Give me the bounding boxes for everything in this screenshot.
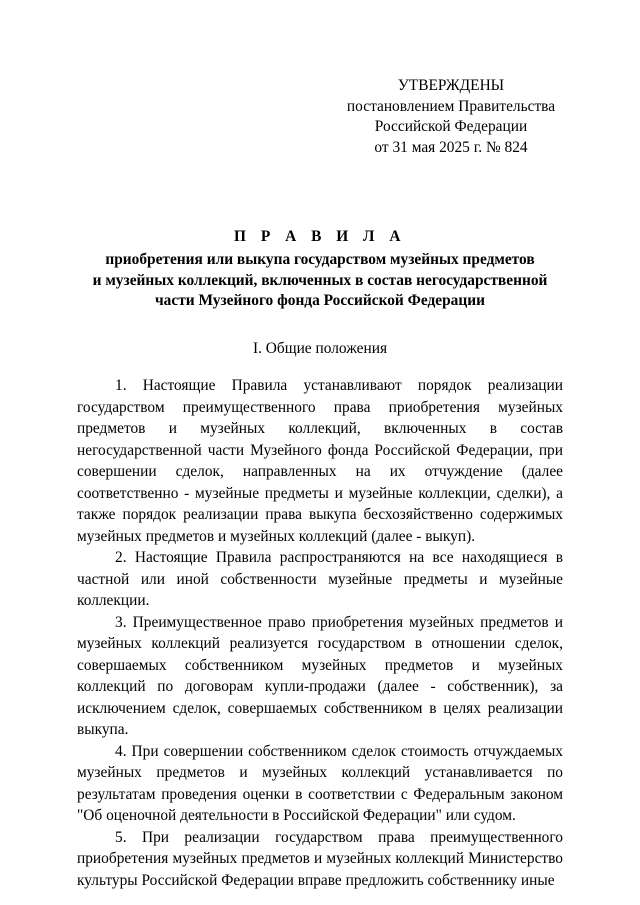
document-title: П Р А В И Л А xyxy=(234,228,406,245)
approval-stamp xyxy=(320,76,582,158)
approval-line-2: Российской Федерации xyxy=(374,118,528,135)
section-heading: I. Общие положения xyxy=(252,340,388,357)
paragraph-2: 2. Настоящие Правила распространяются на все находящиеся в частной или иной собственности музейные предметы и музейные коллекции. xyxy=(77,549,563,609)
approval-line-3: от 31 мая 2025 г. № 824 xyxy=(374,138,528,156)
subtitle-line-2: и музейных коллекций, включенных в состав негосударственной xyxy=(92,271,548,289)
paragraph-4: 4. При совершении собственником сделок стоимость отчуждаемых музейных предметов и музейных коллекций устанавливается по результатам проведения оценки в соответствии с Федеральным законом "Об оценочной деятельности в Российской Федерации" или судом. xyxy=(77,742,563,824)
document-subtitle xyxy=(70,250,570,312)
paragraph-5: 5. При реализации государством права преимущественного приобретения музейных предметов и музейных коллекций Министерство культуры Российской Федерации вправе предложить собственнику иные xyxy=(77,828,563,889)
document-body xyxy=(77,375,563,891)
paragraph-1: 1. Настоящие Правила устанавливают порядок реализации государством преимущественного права приобретения музейных предметов и музейных коллекций, включенных в состав негосударственной части Музейного фонда Российской Федерации, при совершении сделок, направленных на их отчуждение (далее соответственно - музейные предметы и музейные коллекции, сделки), а также порядок реализации права выкупа бесхозяйственно содержимых музейных предметов и музейных коллекций (далее - выкуп). xyxy=(77,377,563,545)
paragraph-3: 3. Преимущественное право приобретения музейных предметов и музейных коллекций реализуется государством в отношении сделок, совершаемых собственником музейных предметов и музейных коллекций по договорам купли-продажи (далее - собственник), за исключением сделок, совершаемых собственником в целях реализации выкупа. xyxy=(77,613,563,738)
approval-title: УТВЕРЖДЕНЫ xyxy=(397,77,505,94)
subtitle-line-3: части Музейного фонда Российской Федерации xyxy=(155,292,485,309)
approval-line-1: постановлением Правительства xyxy=(346,97,556,115)
subtitle-line-1: приобретения или выкупа государством музейных предметов xyxy=(105,251,535,268)
